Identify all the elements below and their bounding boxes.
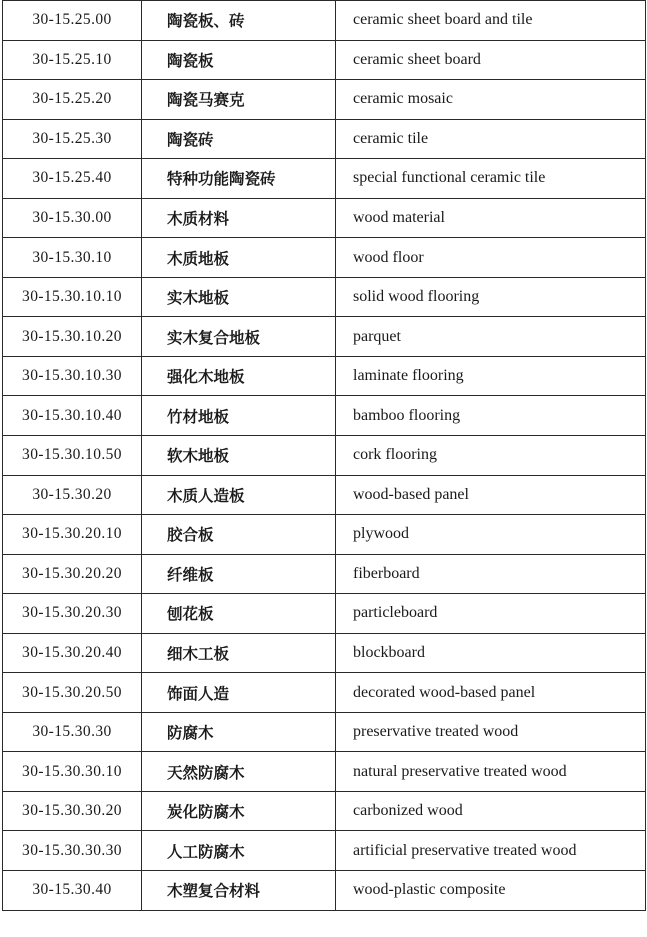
classification-table xyxy=(2,0,646,911)
english-term-cell: parquet xyxy=(336,317,646,357)
table-row xyxy=(3,831,646,871)
code-cell: 30-15.30.20.10 xyxy=(3,515,142,555)
chinese-term-cell: 木质地板 xyxy=(142,238,336,278)
english-term-cell: wood-based panel xyxy=(336,475,646,515)
chinese-term-cell: 陶瓷板 xyxy=(142,40,336,80)
english-term-cell: plywood xyxy=(336,515,646,555)
code-cell: 30-15.25.40 xyxy=(3,159,142,199)
code-cell: 30-15.30.30 xyxy=(3,712,142,752)
code-cell: 30-15.30.40 xyxy=(3,871,142,911)
code-cell: 30-15.30.10.20 xyxy=(3,317,142,357)
code-cell: 30-15.25.10 xyxy=(3,40,142,80)
english-term-cell: bamboo flooring xyxy=(336,396,646,436)
table-row xyxy=(3,752,646,792)
table-row xyxy=(3,317,646,357)
english-term-cell: special functional ceramic tile xyxy=(336,159,646,199)
code-cell: 30-15.25.20 xyxy=(3,80,142,120)
table-row xyxy=(3,356,646,396)
table-row xyxy=(3,633,646,673)
english-term-cell: natural preservative treated wood xyxy=(336,752,646,792)
chinese-term-cell: 实木地板 xyxy=(142,277,336,317)
table-row xyxy=(3,396,646,436)
table-row xyxy=(3,119,646,159)
table-row xyxy=(3,40,646,80)
chinese-term-cell: 木质材料 xyxy=(142,198,336,238)
english-term-cell: artificial preservative treated wood xyxy=(336,831,646,871)
code-cell: 30-15.30.20.40 xyxy=(3,633,142,673)
code-cell: 30-15.30.30.10 xyxy=(3,752,142,792)
table-row xyxy=(3,515,646,555)
chinese-term-cell: 陶瓷马赛克 xyxy=(142,80,336,120)
code-cell: 30-15.30.10.50 xyxy=(3,436,142,476)
chinese-term-cell: 竹材地板 xyxy=(142,396,336,436)
english-term-cell: ceramic sheet board xyxy=(336,40,646,80)
code-cell: 30-15.30.00 xyxy=(3,198,142,238)
table-row xyxy=(3,475,646,515)
english-term-cell: cork flooring xyxy=(336,436,646,476)
chinese-term-cell: 软木地板 xyxy=(142,436,336,476)
table-row xyxy=(3,277,646,317)
english-term-cell: blockboard xyxy=(336,633,646,673)
english-term-cell: wood-plastic composite xyxy=(336,871,646,911)
chinese-term-cell: 特种功能陶瓷砖 xyxy=(142,159,336,199)
table-row xyxy=(3,80,646,120)
code-cell: 30-15.30.20.50 xyxy=(3,673,142,713)
chinese-term-cell: 强化木地板 xyxy=(142,356,336,396)
english-term-cell: decorated wood-based panel xyxy=(336,673,646,713)
english-term-cell: wood material xyxy=(336,198,646,238)
english-term-cell: solid wood flooring xyxy=(336,277,646,317)
chinese-term-cell: 实木复合地板 xyxy=(142,317,336,357)
table-row xyxy=(3,871,646,911)
chinese-term-cell: 防腐木 xyxy=(142,712,336,752)
chinese-term-cell: 纤维板 xyxy=(142,554,336,594)
table-row xyxy=(3,673,646,713)
code-cell: 30-15.30.10 xyxy=(3,238,142,278)
chinese-term-cell: 木质人造板 xyxy=(142,475,336,515)
table-row xyxy=(3,594,646,634)
english-term-cell: ceramic tile xyxy=(336,119,646,159)
chinese-term-cell: 饰面人造 xyxy=(142,673,336,713)
english-term-cell: particleboard xyxy=(336,594,646,634)
table-row xyxy=(3,1,646,41)
table-row xyxy=(3,238,646,278)
english-term-cell: fiberboard xyxy=(336,554,646,594)
table-row xyxy=(3,159,646,199)
code-cell: 30-15.25.00 xyxy=(3,1,142,41)
table-row xyxy=(3,712,646,752)
code-cell: 30-15.30.10.10 xyxy=(3,277,142,317)
english-term-cell: ceramic sheet board and tile xyxy=(336,1,646,41)
code-cell: 30-15.30.20.20 xyxy=(3,554,142,594)
chinese-term-cell: 天然防腐木 xyxy=(142,752,336,792)
table-row xyxy=(3,436,646,476)
chinese-term-cell: 刨花板 xyxy=(142,594,336,634)
table-body xyxy=(3,1,646,911)
table-row xyxy=(3,791,646,831)
chinese-term-cell: 胶合板 xyxy=(142,515,336,555)
table-row xyxy=(3,554,646,594)
chinese-term-cell: 木塑复合材料 xyxy=(142,871,336,911)
table-row xyxy=(3,198,646,238)
code-cell: 30-15.30.10.30 xyxy=(3,356,142,396)
english-term-cell: laminate flooring xyxy=(336,356,646,396)
code-cell: 30-15.30.10.40 xyxy=(3,396,142,436)
chinese-term-cell: 陶瓷板、砖 xyxy=(142,1,336,41)
english-term-cell: carbonized wood xyxy=(336,791,646,831)
code-cell: 30-15.30.30.30 xyxy=(3,831,142,871)
chinese-term-cell: 细木工板 xyxy=(142,633,336,673)
english-term-cell: preservative treated wood xyxy=(336,712,646,752)
english-term-cell: wood floor xyxy=(336,238,646,278)
english-term-cell: ceramic mosaic xyxy=(336,80,646,120)
chinese-term-cell: 炭化防腐木 xyxy=(142,791,336,831)
code-cell: 30-15.25.30 xyxy=(3,119,142,159)
code-cell: 30-15.30.20.30 xyxy=(3,594,142,634)
code-cell: 30-15.30.20 xyxy=(3,475,142,515)
chinese-term-cell: 陶瓷砖 xyxy=(142,119,336,159)
chinese-term-cell: 人工防腐木 xyxy=(142,831,336,871)
code-cell: 30-15.30.30.20 xyxy=(3,791,142,831)
